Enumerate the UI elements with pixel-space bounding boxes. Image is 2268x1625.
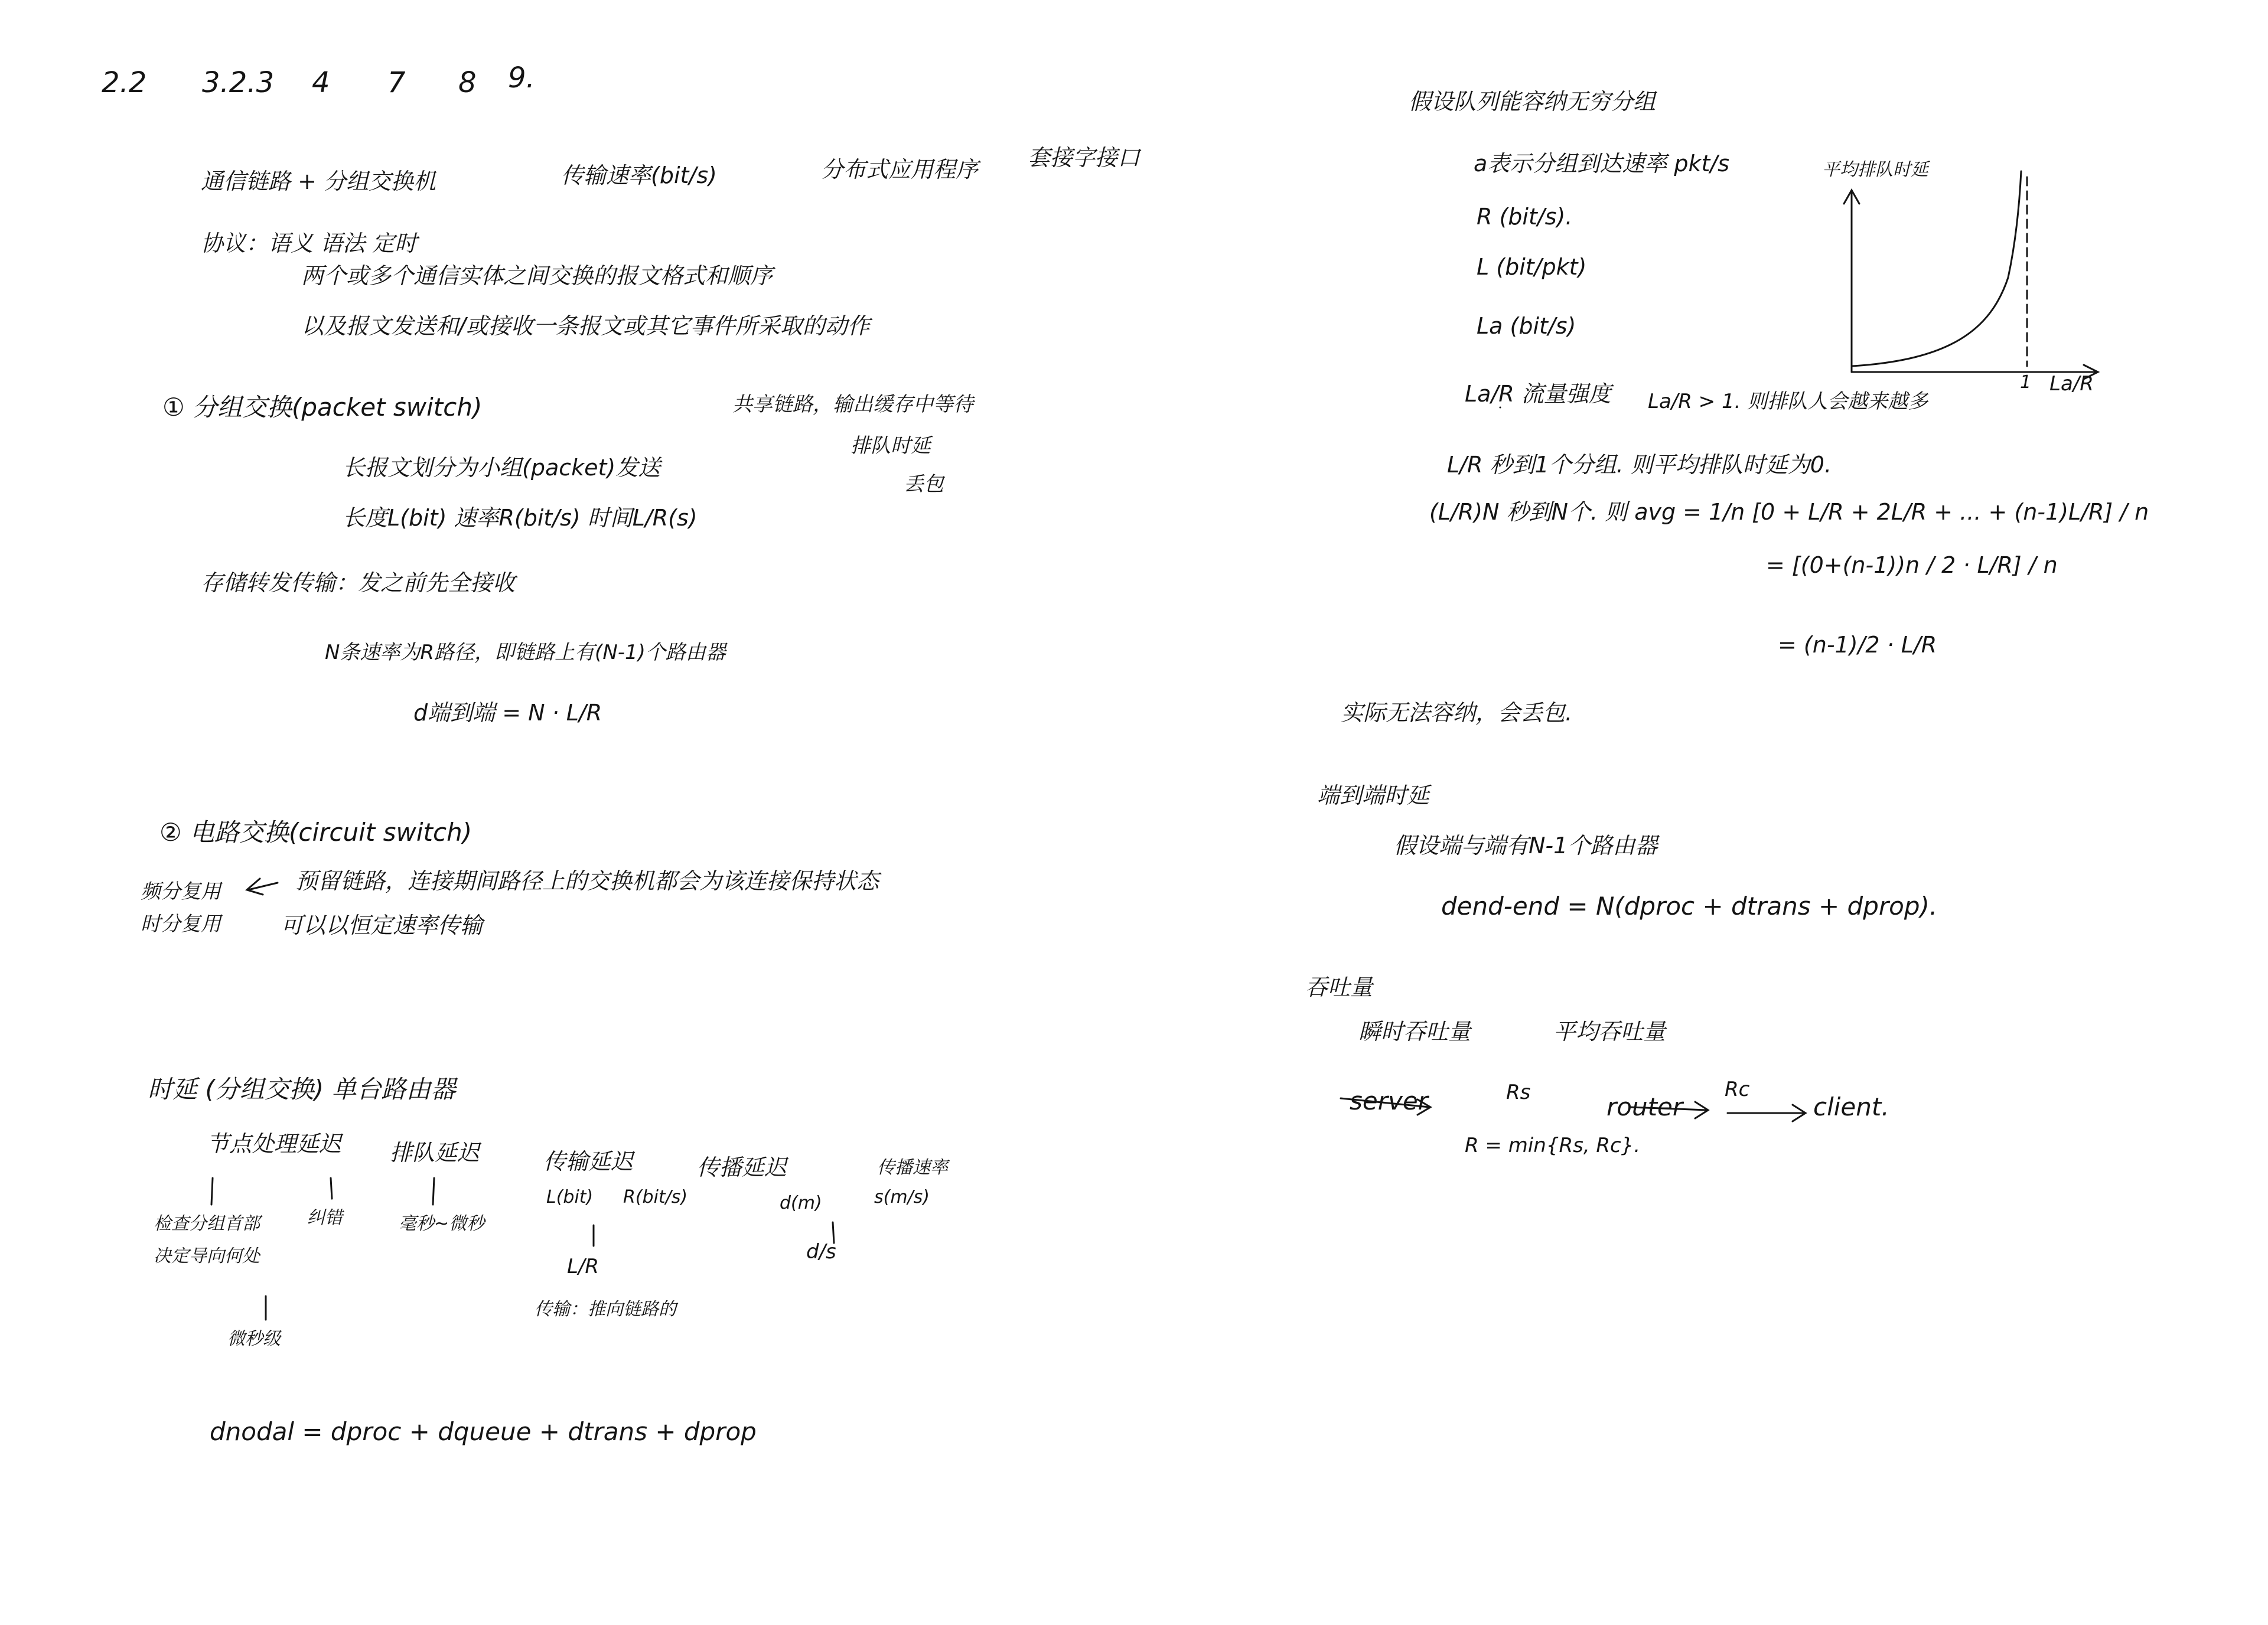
proc-note: 纠错 <box>307 1208 343 1228</box>
delay-type: 节点处理延迟 <box>207 1131 342 1157</box>
avg-line: = [(0+(n-1))n / 2 · L/R] / n <box>1766 552 2058 578</box>
trans-result: L/R <box>567 1255 599 1278</box>
intro-term: 通信链路 + 分组交换机 <box>201 168 436 194</box>
intensity-rule: La/R > 1. 则排队人会越来越多 <box>1648 390 1928 413</box>
section-number: 8 <box>458 66 477 99</box>
delay-type: 传播延迟 <box>697 1154 787 1180</box>
throughput-node: server <box>1350 1086 1428 1115</box>
queue-def: R (bit/s). <box>1477 204 1573 230</box>
delay-type: 排队延迟 <box>390 1140 480 1166</box>
protocol-title: 协议：语义 语法 定时 <box>201 230 418 256</box>
protocol-line: 以及报文发送和/或接收一条报文或其它事件所采取的动作 <box>301 313 870 339</box>
end-to-end-formula-2: dend-end = N(dproc + dtrans + dprop). <box>1441 892 1938 921</box>
prop-result: d/s <box>806 1240 836 1264</box>
throughput-link: Rc <box>1725 1078 1750 1101</box>
intro-term: 套接字接口 <box>1028 145 1140 171</box>
protocol-line: 两个或多个通信实体之间交换的报文格式和顺序 <box>301 263 773 289</box>
circuit-switch-side: 频分复用 <box>141 880 221 903</box>
store-forward: 存储转发传输：发之前先全接收 <box>201 570 516 596</box>
reality-note: 实际无法容纳，会丢包. <box>1341 700 1573 726</box>
plot-x-label: La/R <box>2049 372 2094 396</box>
packet-switch-note: 丢包 <box>904 472 944 496</box>
nodal-formula: dnodal = dproc + dqueue + dtrans + dprop <box>210 1417 757 1446</box>
plot-y-label: 平均排队时延 <box>1822 159 1928 180</box>
packet-switch-line: 长度L(bit) 速率R(bit/s) 时间L/R(s) <box>343 505 698 531</box>
delay-type: 传输延迟 <box>543 1148 634 1174</box>
avg-line: = (n-1)/2 · L/R <box>1778 632 1937 658</box>
end-to-end-title: 端到端时延 <box>1317 782 1430 808</box>
trans-note: 传输：推向链路的 <box>535 1299 676 1320</box>
proc-note: 决定导向何处 <box>154 1246 260 1267</box>
trans-param: R(bit/s) <box>623 1187 688 1208</box>
n-links-note: N条速率为R路径，即链路上有(N-1)个路由器 <box>325 641 726 664</box>
prop-param: d(m) <box>780 1193 822 1213</box>
queue-title: 假设队列能容纳无穷分组 <box>1409 89 1656 115</box>
intro-term: 传输速率(bit/s) <box>561 162 717 188</box>
trans-param: L(bit) <box>546 1187 594 1208</box>
section-number: 3.2.3 <box>202 66 275 99</box>
proc-note: 微秒级 <box>227 1329 281 1349</box>
end-to-end-assume: 假设端与端有N-1个路由器 <box>1394 833 1658 859</box>
section-number: 9. <box>508 61 535 94</box>
packet-switch-line: 长报文划分为小组(packet)发送 <box>343 455 661 481</box>
intro-term: 分布式应用程序 <box>821 156 979 182</box>
prop-param: s(m/s) <box>874 1187 930 1208</box>
queue-def: L (bit/pkt) <box>1477 254 1587 280</box>
packet-switch-note: 排队时延 <box>850 434 931 458</box>
section-number: 7 <box>387 66 406 99</box>
packet-switch-note: 共享链路，输出缓存中等待 <box>732 393 973 416</box>
throughput-link: Rs <box>1506 1081 1531 1104</box>
circuit-switch-title: ② 电路交换(circuit switch) <box>159 818 472 847</box>
delay-title: 时延 (分组交换) 单台路由器 <box>148 1075 456 1104</box>
packet-switch-title: ① 分组交换(packet switch) <box>162 393 483 422</box>
throughput-result: R = min{Rs, Rc}. <box>1465 1134 1641 1157</box>
section-number: 4 <box>312 66 330 99</box>
queue-note: 毫秒~微秒 <box>399 1213 485 1234</box>
queue-def: La (bit/s) <box>1477 313 1576 339</box>
queue-def: a表示分组到达速率 pkt/s <box>1474 151 1729 177</box>
traffic-intensity: La/R 流量强度 <box>1465 381 1611 407</box>
throughput-kind: 瞬时吞吐量 <box>1358 1019 1471 1045</box>
throughput-node: client. <box>1813 1092 1889 1121</box>
circuit-switch-side: 时分复用 <box>141 912 221 936</box>
throughput-title: 吞吐量 <box>1305 974 1373 1000</box>
section-number: 2.2 <box>102 66 147 99</box>
circuit-switch-line: 可以以恒定速率传输 <box>281 912 483 938</box>
lr-note: L/R 秒到1个分组. 则平均排队时延为0. <box>1447 452 1832 478</box>
avg-line: (L/R)N 秒到N个. 则 avg = 1/n [0 + L/R + 2L/R + ... + (n-1)L/R] / n <box>1429 499 2149 525</box>
end-to-end-formula: d端到端 = N · L/R <box>413 700 602 726</box>
proc-note: 检查分组首部 <box>154 1213 260 1234</box>
circuit-switch-line: 预留链路，连接期间路径上的交换机都会为该连接保持状态 <box>295 868 879 894</box>
throughput-kind: 平均吞吐量 <box>1553 1019 1666 1045</box>
throughput-node: router <box>1606 1092 1683 1121</box>
plot-tick: 1 <box>2020 372 2032 393</box>
prop-speed: 传播速率 <box>877 1157 948 1178</box>
